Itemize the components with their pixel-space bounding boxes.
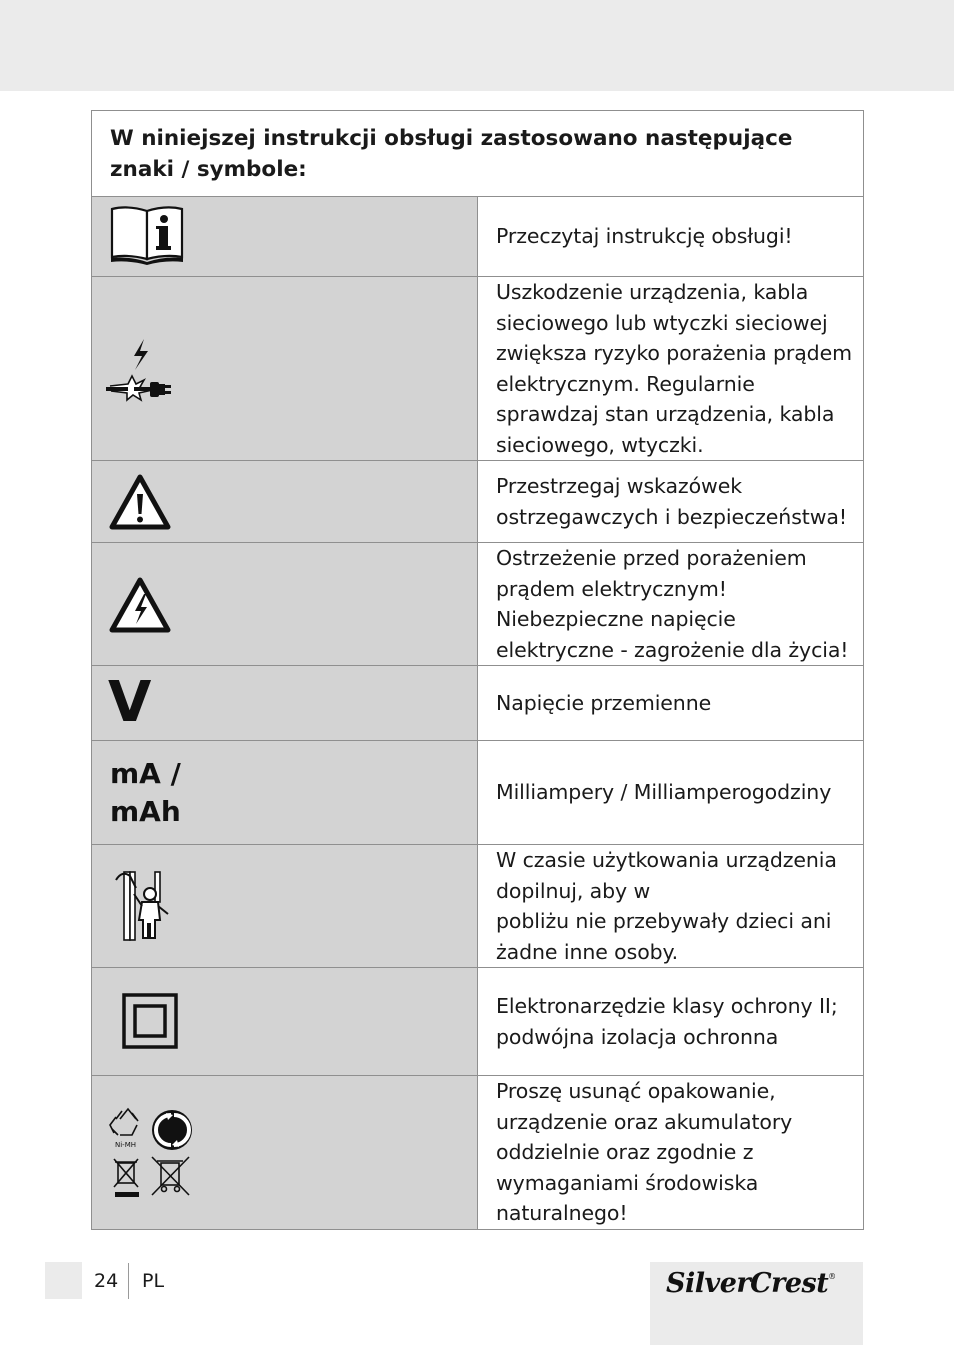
shock-warning-text bbox=[478, 543, 864, 666]
page-number: 24 bbox=[94, 1270, 119, 1292]
shock-line-2: Niebezpieczne napięcie elektryczne - zagrożenie dla życia! bbox=[496, 607, 849, 662]
damaged-cable-icon bbox=[92, 296, 212, 441]
shock-line-1: Ostrzeżenie przed porażeniem prądem elektrycznym! bbox=[496, 546, 807, 601]
symbol-cell bbox=[92, 741, 478, 845]
footer-marker bbox=[45, 1262, 82, 1299]
table-row bbox=[92, 461, 864, 543]
table-row bbox=[92, 277, 864, 461]
symbol-cell bbox=[92, 968, 478, 1076]
table-row bbox=[92, 1076, 864, 1230]
table-row bbox=[92, 543, 864, 666]
symbol-cell bbox=[92, 543, 478, 666]
language-code: PL bbox=[142, 1270, 165, 1292]
symbol-cell bbox=[92, 1076, 478, 1230]
symbol-cell bbox=[92, 845, 478, 968]
milliamp-text: Milliampery / Milliamperogodziny bbox=[478, 741, 864, 845]
cable-damage-text: Uszkodzenie urządzenia, kabla sieciowego lub wtyczki sieciowej zwiększa ryzyko porażenia prądem elektrycznym. Regularnie sprawdzaj stan urządzenia, kabla sieciowego, wtyczki. bbox=[478, 277, 864, 461]
recycling-icon bbox=[110, 1109, 138, 1135]
warning-triangle-icon bbox=[92, 461, 212, 542]
child-safety-line-2: pobliżu nie przebywały dzieci ani żadne inne osoby. bbox=[496, 909, 832, 964]
warning-text: Przestrzegaj wskazówek ostrzegawczych i bezpieczeństwa! bbox=[478, 461, 864, 543]
protection-class-ii-icon bbox=[92, 968, 212, 1075]
crossed-bin-icon bbox=[114, 1159, 139, 1197]
disposal-text bbox=[478, 1076, 864, 1230]
protection-class-text: Elektronarzędzie klasy ochrony II; podwójna izolacja ochronna bbox=[478, 968, 864, 1076]
table-row bbox=[92, 968, 864, 1076]
electric-shock-icon bbox=[92, 563, 212, 645]
top-band bbox=[0, 0, 954, 91]
child-safety-line-1: W czasie użytkowania urządzenia dopilnuj, aby w bbox=[496, 848, 837, 903]
milliamp-symbol-line-1: mA / bbox=[110, 756, 181, 790]
footer-divider bbox=[128, 1263, 129, 1299]
child-safety-icon bbox=[92, 864, 212, 949]
disposal-line-2: oddzielnie oraz zgodnie z wymaganiami środowiska naturalnego! bbox=[496, 1140, 759, 1225]
table-title: W niniejszej instrukcji obsługi zastosowano następujące znaki / symbole: bbox=[92, 111, 864, 197]
nimh-label: Ni-MH bbox=[115, 1140, 137, 1149]
disposal-icons bbox=[92, 1099, 212, 1206]
brand-logo bbox=[666, 1268, 836, 1299]
ac-voltage-symbol: V bbox=[108, 670, 152, 735]
disposal-line-1: Proszę usunąć opakowanie, urządzenie oraz akumulatory bbox=[496, 1079, 793, 1134]
read-manual-text: Przeczytaj instrukcję obsługi! bbox=[478, 197, 864, 277]
table-row bbox=[92, 845, 864, 968]
symbol-cell bbox=[92, 277, 478, 461]
symbol-cell bbox=[92, 461, 478, 543]
milliamp-symbol bbox=[110, 755, 477, 831]
ac-voltage-text: Napięcie przemienne bbox=[478, 666, 864, 741]
green-dot-icon bbox=[152, 1110, 192, 1150]
brand-name: SilverCrest bbox=[666, 1268, 829, 1299]
table-row bbox=[92, 197, 864, 277]
table-row bbox=[92, 741, 864, 845]
milliamp-symbol-line-2: mAh bbox=[110, 794, 181, 828]
crossed-bin-icon bbox=[152, 1157, 189, 1195]
child-safety-text bbox=[478, 845, 864, 968]
symbols-table bbox=[91, 110, 864, 1230]
symbol-cell bbox=[92, 197, 478, 277]
registered-mark: ® bbox=[828, 1272, 836, 1281]
read-manual-icon bbox=[92, 197, 212, 276]
table-header-row bbox=[92, 111, 864, 197]
symbol-cell bbox=[92, 666, 478, 741]
table-row bbox=[92, 666, 864, 741]
